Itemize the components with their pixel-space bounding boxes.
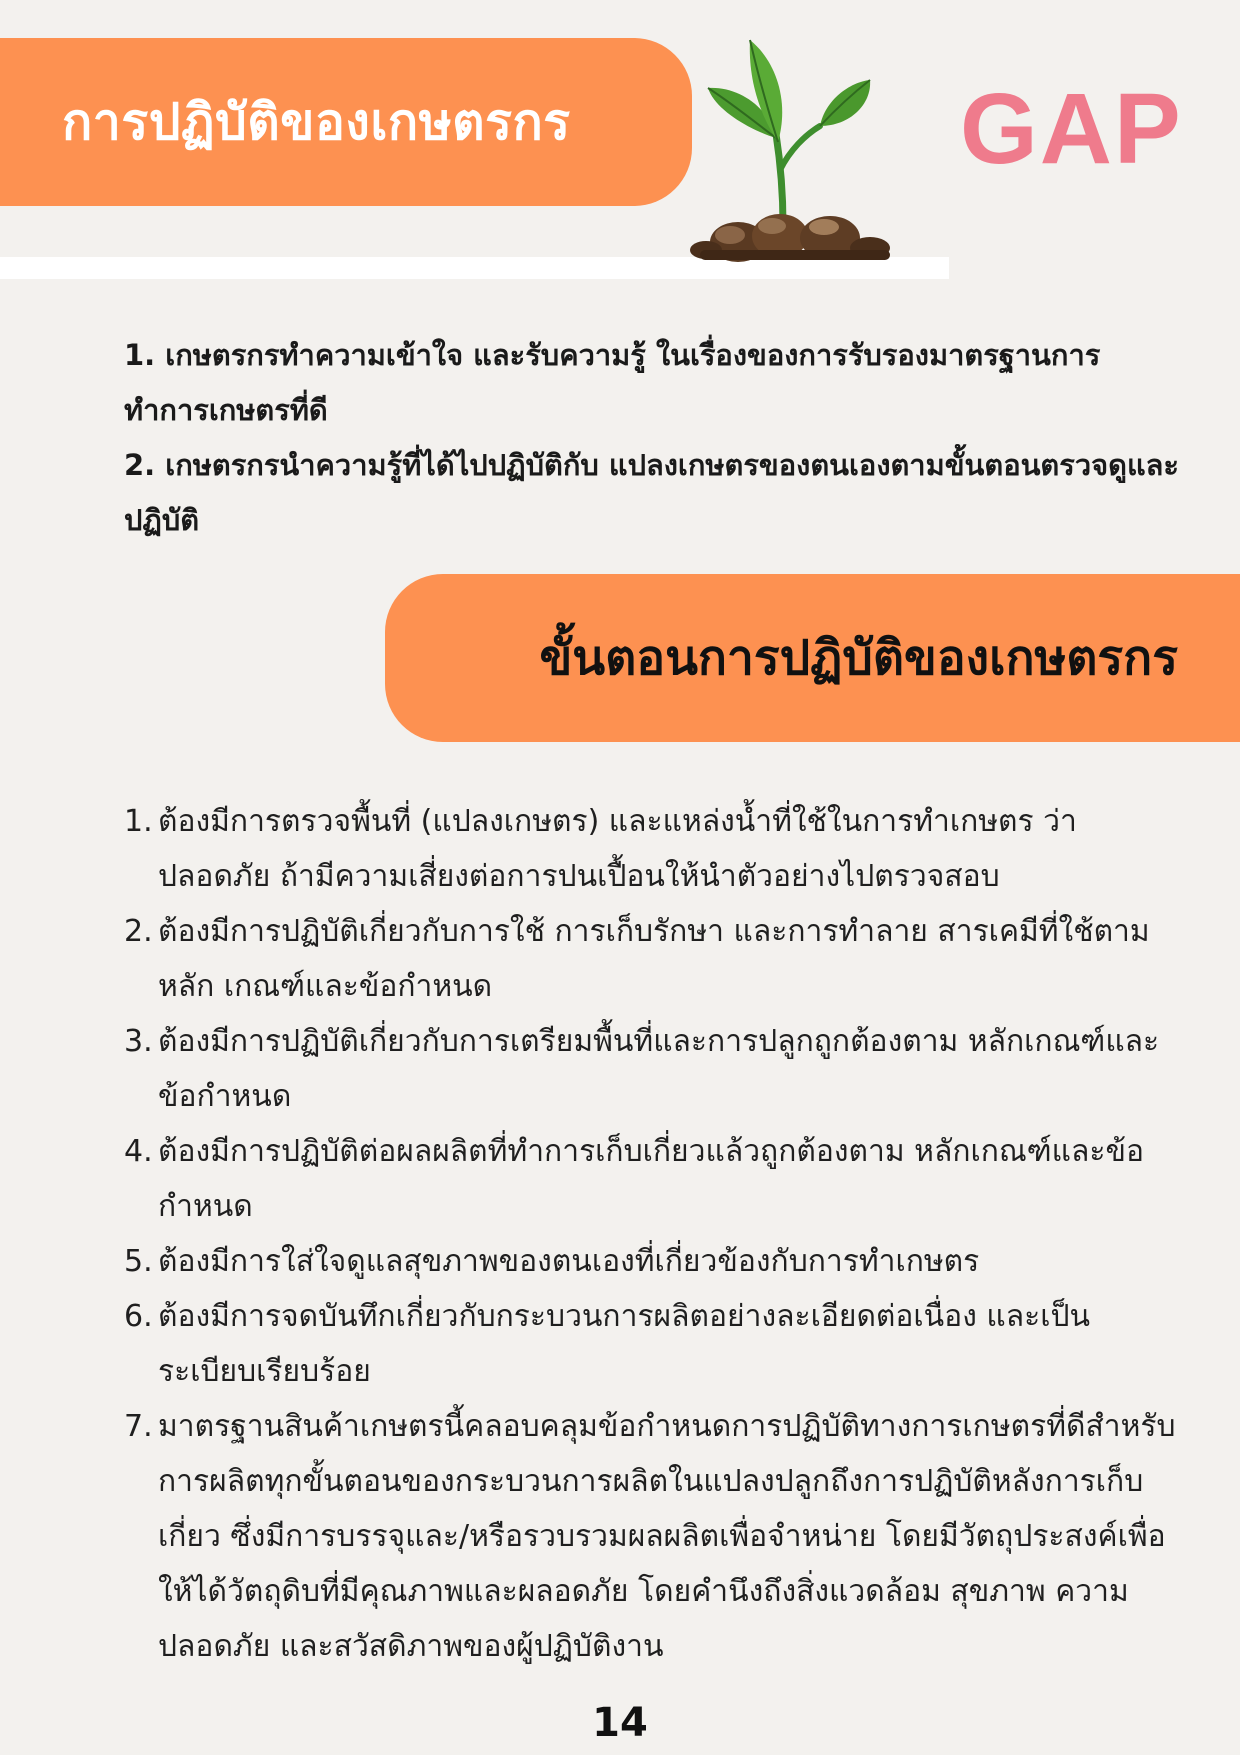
list-item [124, 1124, 1184, 1234]
section-banner [385, 574, 1240, 742]
list-item [124, 1014, 1184, 1124]
list-item-text: ต้องมีการปฏิบัติเกี่ยวกับการเตรียมพื้นที่และการปลูกถูกต้องตาม หลักเกณฑ์และข้อกำหนด [158, 1024, 1160, 1114]
list-item-text: ต้องมีการใส่ใจดูแลสุขภาพของตนเองที่เกี่ยวข้องกับการทำเกษตร [158, 1244, 980, 1279]
list-item [124, 1399, 1184, 1674]
list-item-number: 3. [124, 1024, 153, 1059]
list-item-number: 6. [124, 1299, 153, 1334]
list-item-text: ต้องมีการปฏิบัติเกี่ยวกับการใช้ การเก็บรักษา และการทำลาย สารเคมีที่ใช้ตามหลัก เกณฑ์และข้อกำหนด [158, 914, 1150, 1004]
page-number: 14 [592, 1700, 648, 1746]
list-item-text: ต้องมีการตรวจพื้นที่ (แปลงเกษตร) และแหล่งน้ำที่ใช้ในการทำเกษตร ว่าปลอดภัย ถ้ามีความเสี่ยงต่อการปนเปื้อนให้นำตัวอย่างไปตรวจสอบ [158, 804, 1077, 894]
list-item-text: ต้องมีการปฏิบัติต่อผลผลิตที่ทำการเก็บเกี่ยวแล้วถูกต้องตาม หลักเกณฑ์และข้อกำหนด [158, 1134, 1145, 1224]
list-item-number: 5. [124, 1244, 153, 1279]
section-title: ขั้นตอนการปฏิบัติของเกษตรกร [539, 630, 1178, 686]
intro-item: 2. เกษตรกรนำความรู้ที่ได้ไปปฏิบัติกับ แปลงเกษตรของตนเองตามขั้นตอนตรวจดูและปฏิบัติ [124, 448, 1179, 537]
list-item-number: 7. [124, 1409, 153, 1444]
steps-list [124, 794, 1184, 1674]
page-title: การปฏิบัติของเกษตรกร [62, 92, 571, 151]
list-item [124, 904, 1184, 1014]
list-item-text: มาตรฐานสินค้าเกษตรนี้คลอบคลุมข้อกำหนดการปฏิบัติทางการเกษตรที่ดีสำหรับการผลิตทุกขั้นตอนของกระบวนการผลิตในแปลงปลูกถึงการปฏิบัติหลังการเก็บเกี่ยว ซึ่งมีการบรรจุและ/หรือรวบรวมผลผลิตเพื่อจำหน่าย โดยมีวัตถุประสงค์เพื่อให้ได้วัตถุดิบที่มีคุณภาพและผลอดภัย โดยคำนึงถึงสิ่งแวดล้อม สุขภาพ ความปลอดภัย และสวัสดิภาพของผู้ปฏิบัติงาน [158, 1409, 1176, 1664]
gap-logo-text: GAP [960, 73, 1183, 185]
list-item-number: 4. [124, 1134, 153, 1169]
list-item [124, 794, 1184, 904]
list-item-text: ต้องมีการจดบันทึกเกี่ยวกับกระบวนการผลิตอย่างละเอียดต่อเนื่อง และเป็นระเบียบเรียบร้อย [158, 1299, 1091, 1389]
intro-list [124, 328, 1184, 548]
sprout-icon [680, 30, 920, 270]
list-item-number: 1. [124, 804, 153, 839]
list-item [124, 1234, 1184, 1289]
header-banner [0, 38, 692, 206]
list-item [124, 1289, 1184, 1399]
list-item-number: 2. [124, 914, 153, 949]
intro-item: 1. เกษตรกรทำความเข้าใจ และรับความรู้ ในเรื่องของการรับรองมาตรฐานการทำการเกษตรที่ดี [124, 338, 1101, 427]
